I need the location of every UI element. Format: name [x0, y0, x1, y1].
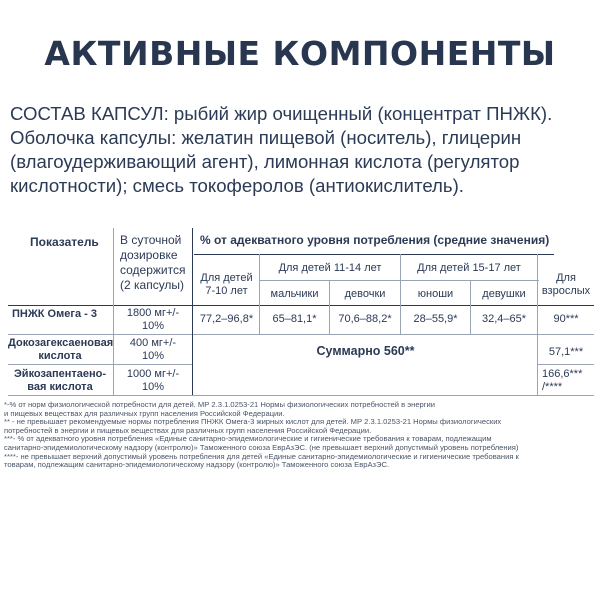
footnote-line: и пищевых веществах для различных групп населения Российской Федерации.	[4, 408, 285, 418]
table-rule	[8, 364, 192, 365]
row-omega3-name: ПНЖК Омега - 3	[12, 308, 97, 320]
row-omega3-adults: 90***	[553, 313, 579, 325]
table-rule	[192, 228, 193, 395]
header-young-women: девушки	[482, 288, 526, 300]
table-rule	[537, 364, 594, 365]
header-children-7-10: Для детей 7-10 лет	[200, 272, 253, 297]
footnote-line: ****- не превышает верхний допустимый уровень потребления для детей «Единые санитарно-эпидемиологические и гигиенические требования к	[4, 451, 519, 461]
header-boys: мальчики	[270, 288, 319, 300]
table-rule	[259, 280, 539, 281]
table-rule	[8, 305, 594, 306]
footnote-line: ** - не превышает рекомендуемые нормы потребления ПНЖК Омега-3 жирных кислот для детей. МР 2.3.1.0253-21 Нормы физиологических	[4, 417, 502, 427]
header-indicator: Показатель	[30, 235, 99, 249]
row-omega3-dose: 1800 мг+/- 10%	[126, 307, 180, 332]
row-epa-adults: 166,6*** /****	[542, 368, 583, 393]
summary-total: Суммарно 560**	[316, 344, 415, 358]
row-dha-name: Докозагексаеновая кислота	[8, 337, 114, 362]
footnote-line: *-% от норм физиологической потребности для детей. МР 2.3.1.0253-21 Нормы физиологических потребностей в энергии	[4, 400, 436, 409]
header-girls: девочки	[344, 288, 386, 300]
composition-line: Оболочка капсулы: желатин пищевой (носитель), глицерин	[10, 127, 522, 148]
footnotes	[4, 401, 598, 470]
row-dha-adults: 57,1***	[548, 346, 584, 358]
composition-line: кислотности); смесь токоферолов (антиокислитель).	[10, 175, 464, 196]
row-omega3-boys: 65–81,1*	[272, 313, 317, 325]
composition-line: (влагоудерживающий агент), лимонная кислота (регулятор	[10, 151, 520, 172]
footnote-line: товарам, подлежащим санитарно-эпидемиологическому надзору (контролю)» Таможенного союза ЕврАзЭС.	[4, 460, 390, 470]
table-rule	[194, 254, 554, 255]
header-children-11-14: Для детей 11-14 лет	[278, 262, 382, 274]
row-omega3-children-7-10: 77,2–96,8*	[199, 313, 254, 325]
row-omega3-young-women: 32,4–65*	[481, 313, 527, 325]
row-epa-name: Эйкозапентаено- вая кислота	[13, 368, 107, 393]
footnote-line: ***- % от адекватного уровня потребления «Единые санитарно-эпидемиологические и гигиенические требования к товарам, подлежащим	[4, 434, 492, 444]
row-omega3-girls: 70,6–88,2*	[338, 313, 392, 325]
row-omega3-youths: 28–55,9*	[413, 313, 458, 325]
table-rule	[8, 334, 594, 335]
header-percent-title: % от адекватного уровня потребления (средние значения)	[200, 233, 550, 247]
header-youths: юноши	[417, 288, 454, 300]
composition-line: СОСТАВ КАПСУЛ: рыбий жир очищенный (концентрат ПНЖК).	[10, 103, 553, 124]
header-children-15-17: Для детей 15-17 лет	[417, 262, 521, 274]
row-dha-dose: 400 мг+/- 10%	[129, 337, 177, 362]
table-rule	[8, 395, 594, 396]
footnote-line: санитарно-эпидемиологическому надзору (контролю)» Таможенного союза ЕврАзЭС. (не превышает верхний допустимый уровень потребления)	[4, 442, 519, 452]
header-adults: Для взрослых	[541, 272, 591, 297]
header-daily-dose: В суточной дозировке содержится (2 капсулы)	[120, 233, 186, 292]
row-epa-dose: 1000 мг+/- 10%	[126, 368, 180, 393]
footnote-line: потребностей в энергии и пищевых веществах для различных групп населения Российской Федерации.	[4, 425, 372, 435]
page-title: АКТИВНЫЕ КОМПОНЕНТЫ	[44, 34, 556, 73]
